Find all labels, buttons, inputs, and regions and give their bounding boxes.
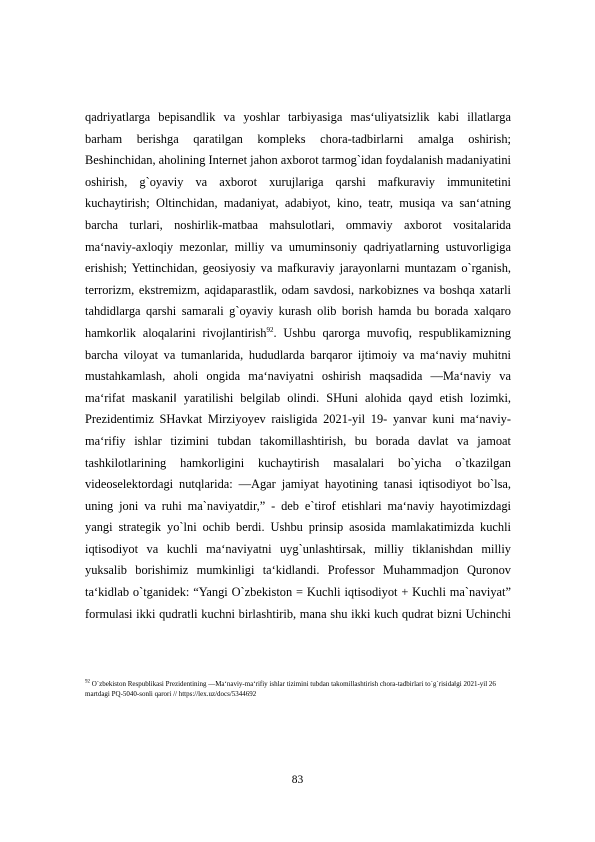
page-number: 83 bbox=[291, 774, 304, 786]
body-paragraph bbox=[85, 107, 511, 625]
body-text-part-1: qadriyatlarga bepisandlik va yoshlar tarbiyasiga mas‘uliyatsizlik kabi illatlarga barham berishga qaratilgan kompleks chora-tadbirlarni amalga oshirish; Beshinchidan, aholining Internet jahon axborot tarmog`idan foydalanish madaniyatini oshirish, g`oyaviy va axborot xurujlariga qarshi mafkuraviy immunitetini kuchaytirish; Oltinchidan, madaniyat, adabiyot, kino, teatr, musiqa va san‘atning barcha turlari, noshirlik-matbaa mahsulotlari, ommaviy axborot vositalarida ma‘naviy-axloqiy mezonlar, milliy va umuminsoniy qadriyatlarning ustuvorligiga erishish; Yettinchidan, geosiyosiy va mafkuraviy jarayonlarni muntazam o`rganish, terrorizm, ekstremizm, aqidaparastlik, odam savdosi, narkobiznes va boshqa xatarli tahdidlarga qarshi samarali g`oyaviy kurash olib borish hamda bu borada xalqaro hamkorlik aloqalarini rivojlantirish bbox=[85, 110, 511, 340]
footnote bbox=[85, 680, 515, 699]
body-text-part-2: . Ushbu qarorga muvofiq, respublikamizning barcha viloyat va tumanlarida, hududlarda barqaror ijtimoiy va ma‘naviy muhitni mustahkamlash, aholi ongida ma‘naviyatni oshirish maqsadida ―Ma‘naviy va ma‘rifat maskani‖ yaratilishi belgilab olindi. SHuni alohida qayd etish lozimki, Prezidentimiz SHavkat Mirziyoyev raisligida 2021-yil 19- yanvar kuni ma‘naviy-ma‘rifiy ishlar tizimini tubdan takomillashtirish, bu borada davlat va jamoat tashkilotlarining hamkorligini kuchaytirish masalalari bo`yicha o`tkazilgan videoselektordagi nutqlarida: ―Agar jamiyat hayotining tanasi iqtisodiyot bo`lsa, uning joni va ruhi ma`naviyatdir,” - deb e`tirof etishlari ma‘naviy hayotimizdagi yangi strategik yo`lni ochib berdi. Ushbu prinsip asosida mamlakatimizda kuchli iqtisodiyot va kuchli ma‘naviyatni uyg`unlashtirsak, milliy tiklanishdan milliy yuksalib borishimiz mumkinligi ta‘kidlandi. Professor Muhammadjon Quronov ta‘kidlab o`tganidek: “Yangi O`zbekiston = Kuchli iqtisodiyot + Kuchli ma`naviyat” formulasi ikki qudratli kuchni birlashtirib, mana shu ikki kuch qudrat bizni Uchinchi bbox=[85, 325, 512, 621]
footnote-text: O`zbekiston Respublikasi Prezidentining ―Ma‘naviy-ma‘rifiy ishlar tizimini tubdan takomillashtirish chora-tadbirlari to`g`risida‖gi 2021-yil 26 martdagi PQ-5040-sonli qarori // https://lex.uz/docs/5344692 bbox=[85, 680, 496, 698]
footnote-reference[interactable]: 92 bbox=[266, 325, 274, 334]
footnote-marker: 92 bbox=[85, 679, 90, 685]
